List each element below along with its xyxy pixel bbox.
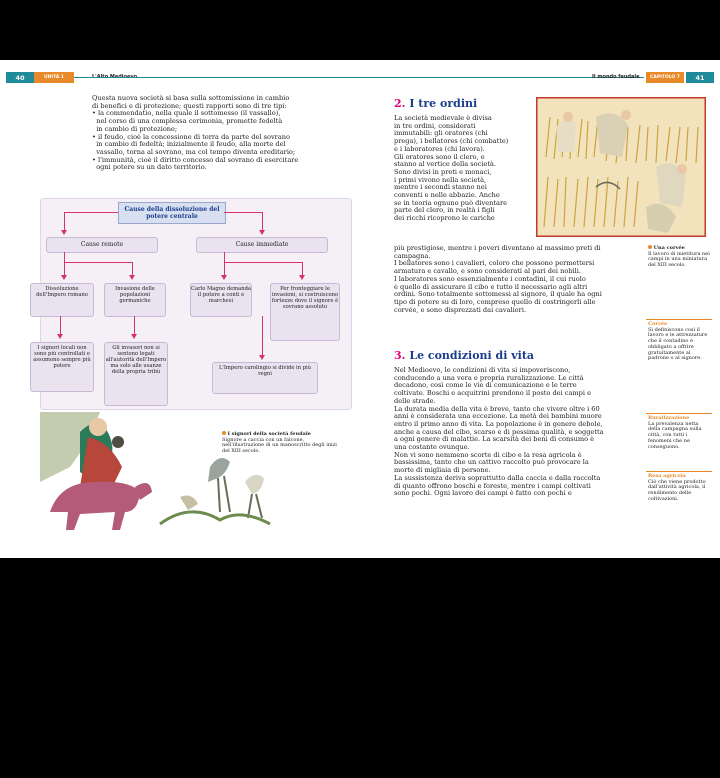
text-line: in tre ordini, considerati xyxy=(394,121,476,130)
unit-badge: UNITÀ 1 xyxy=(34,72,74,83)
text-line: La sussistenza deriva soprattutto dalla caccia e dalla raccolta xyxy=(394,473,601,482)
glossary-entry-ruralizzazione xyxy=(648,416,712,450)
glossary-rule xyxy=(646,413,712,414)
arrow xyxy=(299,275,305,280)
text-line: più prestigiose, mentre i poveri diventano al massimo preti di xyxy=(394,244,601,252)
text-line: di benefici e di protezione; questi rapporti sono di tre tipi: xyxy=(92,101,287,110)
text-line: decadono, così come le vie di comunicazione e le terre xyxy=(394,381,577,390)
arrow xyxy=(221,275,227,280)
text-line: è quello di assicurare il cibo e tutto il necessario agli altri xyxy=(394,282,588,291)
section-2-heading xyxy=(394,97,477,110)
text-line: una costante ovunque. xyxy=(394,443,470,452)
right-page-number: 41 xyxy=(686,72,714,83)
arrow xyxy=(259,230,265,235)
connector xyxy=(64,212,118,213)
text-line: in cambio di protezione; xyxy=(92,124,178,133)
falconer-illustration xyxy=(40,412,280,530)
section-3-text xyxy=(394,367,644,498)
box-cause-immediate: Cause immediate xyxy=(196,237,328,253)
text-line: sono pochi. Ogni lavoro dei campi è fatto con pochi e xyxy=(394,489,572,498)
text-line: tipo di potere su di loro, compreso quello di costringerli alle xyxy=(394,297,596,306)
glossary-term: Resa agricola xyxy=(648,473,686,479)
box-charlemagne: Carlo Magno demanda il potere a conti e marchesi xyxy=(190,283,252,317)
section-2-text-wide xyxy=(394,223,640,314)
connector xyxy=(262,316,263,356)
text-line: di quanto offrono boschi e foreste, mentre i campi coltivati xyxy=(394,481,591,490)
text-line: La società medievale è divisa xyxy=(394,114,492,122)
box-invaders: Gli invasori non si sentono legati all'autorità dell'Impero ma solo alle usanze della propria tribù xyxy=(104,342,168,406)
connector xyxy=(64,212,65,232)
chapter-badge: CAPITOLO 7 xyxy=(646,72,684,83)
text-line: • l'immunità, cioè il diritto concesso dal sovrano di esercitare xyxy=(92,155,299,164)
text-line: campagna. xyxy=(394,251,431,260)
text-line: I laboratores sono essenzialmente i contadini, il cui ruolo xyxy=(394,274,586,283)
text-line: morte di migliaia di persone. xyxy=(394,466,491,475)
text-line: delle strade. xyxy=(394,396,436,405)
section-3-number: 3. xyxy=(394,349,406,362)
arrow xyxy=(57,334,63,339)
text-line: Non vi sono nemmeno scorte di cibo e la resa agricola è xyxy=(394,450,582,459)
section-3-title: Le condizioni di vita xyxy=(409,349,535,362)
text-line: Nel Medioevo, le condizioni di vita si impoveriscono, xyxy=(394,366,571,374)
text-line: corvée, e sono disprezzati dai cavalieri. xyxy=(394,305,527,314)
connector xyxy=(224,212,262,213)
header-rule xyxy=(74,77,644,78)
connector xyxy=(262,212,263,232)
glossary-definition: Ciò che viene prodotto dall'attività agricola, il rendimento delle coltivazioni. xyxy=(648,478,706,502)
arrow xyxy=(131,334,137,339)
connector xyxy=(224,262,302,263)
text-line: conducendo a una vera e propria ruralizzazione. Le città xyxy=(394,373,584,382)
text-line: Sono divisi in preti e monaci, xyxy=(394,167,492,176)
section-2-title: I tre ordini xyxy=(409,97,478,110)
text-line: se in teoria ognuno può diventare xyxy=(394,198,508,207)
section-3-heading xyxy=(394,349,534,362)
text-line: vassallo, torna al sovrano, ma col tempo diventa ereditario; xyxy=(92,147,296,156)
connector xyxy=(132,262,133,276)
connector xyxy=(224,262,225,276)
arrow xyxy=(61,230,67,235)
arrow xyxy=(129,275,135,280)
text-line: e i laboratores (chi lavora). xyxy=(394,144,485,153)
caption-title: I signori della società feudale xyxy=(227,431,311,437)
diagram-title: Cause della dissoluzione del potere centrale xyxy=(118,202,226,224)
text-line: immutabili: gli oratores (chi xyxy=(394,129,488,138)
text-line: entro il primo anno di vita. La popolazione è in genere debole, xyxy=(394,419,603,428)
box-local-lords: I signori locali non sono più controllati e assumono sempre più potere xyxy=(30,342,94,392)
section-2-number: 2. xyxy=(394,97,406,110)
text-line: ogni potere su un dato territorio. xyxy=(92,163,207,172)
box-cause-remote: Cause remote xyxy=(46,237,158,253)
text-line: anni è considerata una eccezione. La metà dei bambini muore xyxy=(394,412,602,421)
text-line: in cambio di fedeltà; inizialmente il feudo, alla morte del xyxy=(92,140,286,149)
glossary-definition: La prevalenza netta della campagna sulla città, con tutti i fenomeni che ne conseguono. xyxy=(648,420,702,450)
bullet-icon xyxy=(222,431,226,435)
text-line: mentre i secondi stanno nei xyxy=(394,183,487,192)
text-line: Questa nuova società si basa sulla sottomissione in cambio xyxy=(92,94,290,102)
arrow xyxy=(259,355,265,360)
connector xyxy=(302,262,303,276)
text-line: La durata media della vita è breve, tanto che vivere oltre i 60 xyxy=(394,404,600,413)
connector xyxy=(64,252,65,262)
connector xyxy=(64,262,65,276)
text-line: Gli oratores sono il clero, e xyxy=(394,152,485,161)
caption-text: Signore a caccia con un falcone, nell'illustrazione di un manoscritto degli inizi del XIII secolo. xyxy=(222,436,337,455)
box-fortresses: Per fronteggiare le invasioni, si costruiscono fortezze dove il signore è sovrano assoluto xyxy=(270,283,340,341)
text-line: I bellatores sono i cavalieri, coloro che possono permettersi xyxy=(394,259,595,268)
box-germanic-invasion: Invasione delle popolazioni germaniche xyxy=(104,283,166,317)
left-image-caption xyxy=(222,431,342,455)
right-image-caption xyxy=(648,245,712,269)
glossary-definition: Si definiscono così il lavoro e le attrezzature che il contadino è obbligato a offrire gratuitamente al padrone o al signore. xyxy=(648,326,708,362)
connector xyxy=(134,316,135,336)
text-line: parte del clero, in realtà i figli xyxy=(394,206,495,215)
section-2-text-narrow xyxy=(394,115,544,223)
box-carolingian-split: L'Impero carolingio si divide in più regni xyxy=(212,362,318,394)
glossary-entry-corvee xyxy=(648,322,712,362)
glossary-term: Corvée xyxy=(648,321,668,327)
right-running-title: Il mondo feudale xyxy=(592,74,640,80)
text-line: prega), i bellatores (chi combatte) xyxy=(394,137,509,146)
text-line: conventi e nelle abbazie. Anche xyxy=(394,191,500,200)
text-line: • il feudo, cioè la concessione di terra da parte del sovrano xyxy=(92,132,290,141)
text-line: ordini. Sono totalmente sottomessi al signore, il quale ha ogni xyxy=(394,290,602,299)
bullet-icon xyxy=(648,245,652,249)
box-dissolution-empire: Dissoluzione dell'Impero romano xyxy=(30,283,94,317)
text-line: nel corso di una complessa cerimonia, promette fedeltà xyxy=(92,117,283,126)
harvest-miniature xyxy=(536,97,706,237)
text-line: armatura e cavallo, e sono considerati al pari dei nobili. xyxy=(394,267,581,276)
text-line: coltivate. Boschi e acquitrini prendono il posto dei campi e xyxy=(394,389,591,398)
caption-title: Una corvée xyxy=(653,245,685,251)
text-line: dei ricchi ricoprono le cariche xyxy=(394,214,495,223)
connector xyxy=(224,252,225,262)
left-intro-text xyxy=(92,95,352,172)
left-page-number: 40 xyxy=(6,72,34,83)
glossary-rule xyxy=(646,319,712,320)
glossary-rule xyxy=(646,471,712,472)
text-line: i primi vivono nella società, xyxy=(394,175,487,184)
text-line: • la commendatio, nella quale il sottomesso (il vassallo), xyxy=(92,109,281,118)
arrow xyxy=(61,275,67,280)
glossary-term: Ruralizzazione xyxy=(648,415,690,421)
text-line: bassissima, tanto che un cattivo raccolto può provocare la xyxy=(394,458,589,467)
glossary-entry-resa-agricola xyxy=(648,474,712,503)
text-line: a ogni genere di malattie. La scarsità dei beni di consumo è xyxy=(394,435,595,444)
text-line: stanno al vertice della società. xyxy=(394,160,496,169)
text-line: anche a causa del cibo, scarso e di pessima qualità, e soggetta xyxy=(394,427,604,436)
connector xyxy=(60,316,61,336)
caption-text: Il lavoro di mietitura nei campi in una miniatura del XIII secolo. xyxy=(648,250,710,269)
connector xyxy=(64,262,132,263)
